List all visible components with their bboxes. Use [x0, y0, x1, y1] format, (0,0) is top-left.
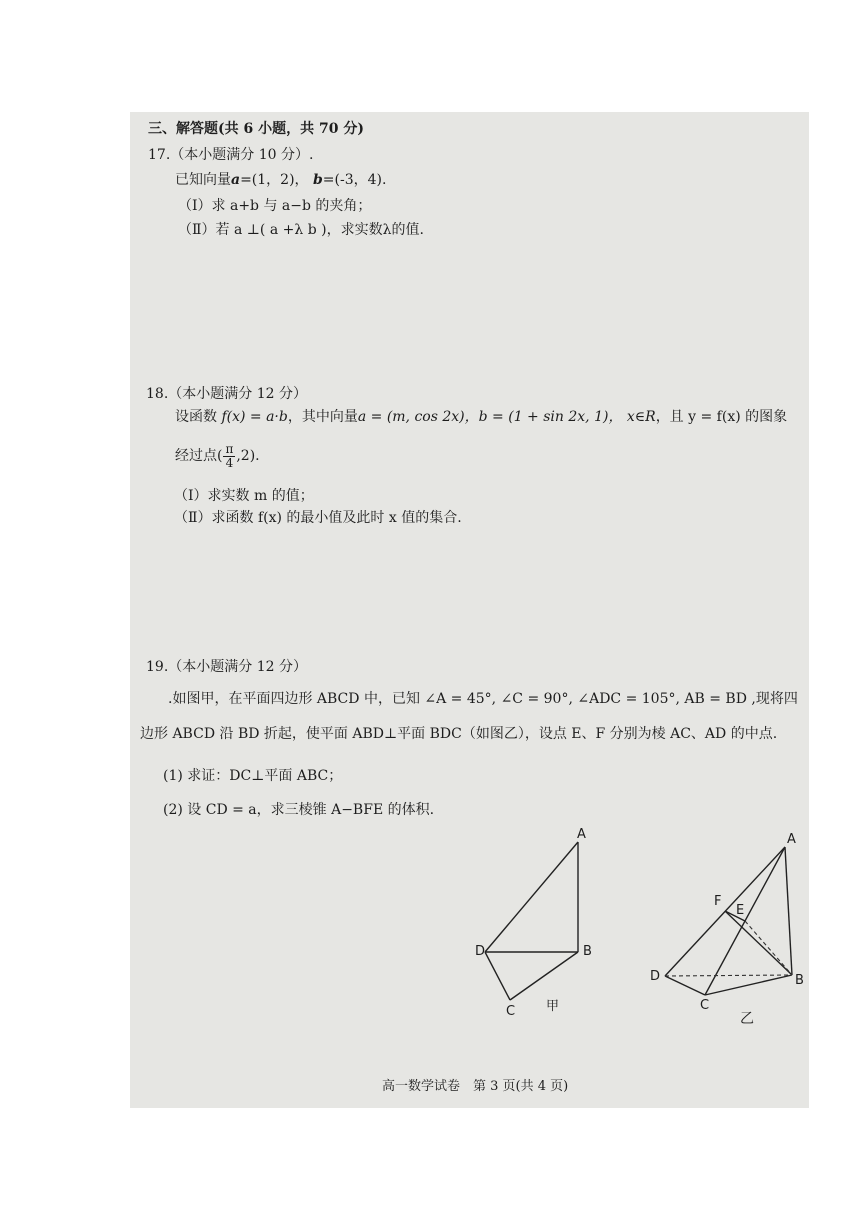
- q18-frac-den: 4: [225, 455, 234, 470]
- q18-line1-suffix: ，且 y = f(x) 的图象: [655, 409, 788, 425]
- jia-label-a: A: [577, 827, 586, 842]
- edge-cb: [705, 975, 792, 995]
- q17-vec-b: b: [313, 172, 323, 188]
- q17-part1: （Ⅰ）求 a+b 与 a−b 的夹角；: [178, 198, 372, 214]
- q19-part1: (1) 求证：DC⊥平面 ABC；: [163, 768, 343, 784]
- q18-vec-a: a = (m, cos 2x): [357, 409, 465, 425]
- jia-caption: 甲: [546, 999, 560, 1014]
- jia-label-c: C: [506, 1004, 516, 1019]
- q17-vec-a: a: [231, 172, 241, 188]
- section-title: 三、解答题(共 6 小题，共 70 分): [148, 121, 364, 137]
- q18-line2-prefix: 经过点(: [175, 448, 223, 464]
- yi-label-b: B: [795, 973, 804, 988]
- q19-line2: 边形 ABCD 沿 BD 折起，使平面 ABD⊥平面 BDC（如图乙），设点 E、F 分别为棱 AC、AD 的中点.: [140, 726, 778, 742]
- page-footer: 高一数学试卷 第 3 页(共 4 页): [382, 1079, 569, 1094]
- yi-label-e: E: [736, 903, 745, 918]
- yi-label-f: F: [714, 894, 722, 909]
- q17-intro-prefix: 已知向量: [175, 172, 231, 188]
- q18-line2-suffix: ,2).: [236, 448, 260, 464]
- q18-header: 18.（本小题满分 12 分）: [146, 386, 307, 402]
- q19-part2: (2) 设 CD = a，求三棱锥 A−BFE 的体积.: [163, 802, 435, 818]
- q18-func: f(x) = a·b: [221, 409, 288, 425]
- q19-header: 19.（本小题满分 12 分）: [146, 659, 307, 675]
- jia-label-d: D: [475, 944, 486, 959]
- q17-vec-b-value: =(-3，4).: [322, 172, 387, 188]
- yi-label-d: D: [650, 969, 661, 984]
- yi-caption: 乙: [740, 1011, 754, 1027]
- edge-dc: [665, 976, 705, 995]
- edge-fb: [725, 911, 792, 975]
- q17-vec-a-value: =(1，2)，: [240, 172, 309, 188]
- q18-part1: （Ⅰ）求实数 m 的值；: [174, 488, 314, 504]
- q18-vec-b: ，b = (1 + sin 2x, 1): [464, 409, 609, 425]
- edge-eb-hidden: [745, 921, 792, 975]
- q18-line1-prefix: 设函数: [175, 409, 217, 425]
- q18-frac-num: π: [225, 441, 234, 456]
- q18-domain: ， x∈R: [608, 409, 656, 425]
- q18-part2: （Ⅱ）求函数 f(x) 的最小值及此时 x 值的集合.: [174, 510, 462, 526]
- q17-part2: （Ⅱ）若 a ⊥( a +λ b )，求实数λ的值.: [178, 222, 424, 238]
- yi-label-c: C: [700, 998, 710, 1013]
- edge-db-hidden: [665, 975, 792, 976]
- yi-label-a: A: [787, 832, 796, 847]
- q19-line1: .如图甲，在平面四边形 ABCD 中，已知 ∠A = 45°, ∠C = 90°, ∠ADC = 105°, AB = BD ,现将四: [168, 691, 798, 707]
- q18-line1-mid: ，其中向量: [287, 409, 358, 425]
- q17-header: 17.（本小题满分 10 分）.: [148, 147, 314, 163]
- jia-label-b: B: [583, 944, 592, 959]
- edge-ab: [785, 847, 792, 975]
